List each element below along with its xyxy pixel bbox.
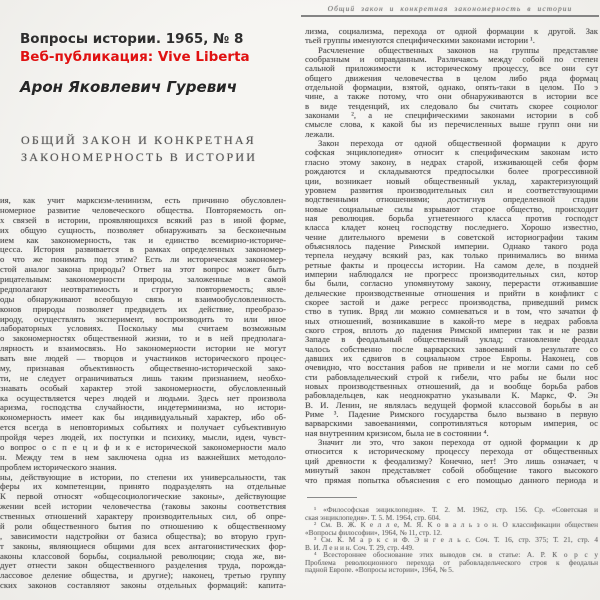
text-line: о что же понимать под этим? Есть ли историческая закономер- — [0, 254, 286, 265]
text-line: Расчленение общественных законов на группы представляе — [318, 44, 598, 55]
text-line: вать вне людей — творцов и участников исторического процес- — [0, 353, 286, 363]
text-line: о закономерностях общественной жизни, то и в ней предполага- — [0, 333, 286, 344]
text-line: ироду, осуществлять эксперимент, воспроизводить то или иное — [0, 313, 286, 324]
text-line: тьей группы именуются специфическими законами истории ¹. — [305, 35, 535, 46]
text-line: В. И. Л е н и н. Соч. Т. 29, стр. 449. — [305, 542, 414, 552]
text-line: цесса. История развивается в рамках определенных закономер- — [0, 244, 286, 255]
article-title-line-1: ОБЩИЙ ЗАКОН И КОНКРЕТНАЯ — [21, 133, 256, 147]
text-line: ская энциклопедия». Т. 5. М. 1964, стр. 604. — [305, 512, 441, 522]
text-line: ется всегда в неповторимых событиях и получает субъективную — [0, 422, 286, 433]
web-publication-credit: Веб-публикация: Vive Liberta — [20, 49, 250, 65]
text-line: терпела неудачу всякий раз, как только принимались во внима — [305, 250, 598, 261]
text-line: очевидно, что восстания рабов не привели и не могли сами по себ — [305, 362, 598, 373]
text-line: номерное развитие человеческого общества. Повторяемость оп- — [0, 204, 286, 215]
text-line: законами ², а не специфическими законами истории в соб — [305, 110, 598, 121]
text-line: сальной приложимости к историческому процессу, все они сут — [305, 63, 598, 74]
article-title-line-2: ЗАКОНОМЕРНОСТЬ В ИСТОРИИ — [21, 149, 258, 164]
text-line: ных отношений, возникавшие в какой-то мере в недрах рабовла — [305, 315, 598, 326]
header-rule — [301, 15, 599, 17]
text-line: бы были, согласно упомянутому закону, перерасти отживавшие — [305, 278, 598, 289]
text-line: ских законов составляют законы отдельных формаций: капита- — [0, 580, 286, 591]
text-line: дует отнести закон общественного разделения труда, порожда- — [0, 560, 286, 571]
text-line: аризма, господства случайности, индетерминизма, но истори- — [0, 402, 286, 413]
text-line: класса кладет конец господству последнего. Хорошо известно, — [305, 222, 598, 233]
paragraph — [305, 536, 598, 551]
text-line: конов природы позволяет предвидеть их действие, преобразо- — [0, 303, 286, 314]
text-line: отдельной формации, взятой, однако, опять-таки в целом. По э — [305, 82, 598, 93]
text-line: ство в тупик. Вряд ли можно сомневаться и в том, что зачатки ф — [305, 306, 598, 317]
text-line: ции, возникает новый общественный уклад, характеризующий — [305, 175, 598, 186]
text-line: общего движения человечества в целом либо ряда формац — [305, 72, 598, 83]
text-line: н. Между тем в нем заключена одна из важнейших методоло- — [0, 451, 286, 462]
text-line: ственных отношений характеру производительных сил, об опре- — [0, 511, 286, 521]
text-line: , зависимости надстройки от базиса общества); во вторую груп- — [0, 530, 286, 541]
text-line: лежали. — [305, 128, 335, 139]
text-line: падной Европе. «Вопросы истории», 1964, № 5. — [305, 565, 454, 574]
text-line: оды обнаруживают всеобщую связь и взаимообусловленность. — [0, 293, 286, 304]
text-line: что прямая попытка объяснения с его помощью данного периода и — [305, 474, 598, 485]
text-line: ны, действующие в истории, по степени их универсальности, так — [0, 471, 286, 482]
text-line: дельческие производственные отношения и прийти в конфликт с — [305, 287, 598, 298]
text-line: стой аналог закона природы? Ответ на этот вопрос может быть — [0, 264, 286, 275]
text-line: давших их сдвигов в социальном строе Европы. Наконец, сов — [305, 353, 598, 364]
text-line: Западе в феодальный общественный уклад; становление феодал — [305, 334, 598, 345]
text-line: ия, как учит марксизм-ленинизм, есть причинно обусловлен- — [0, 195, 286, 205]
text-line: чение длительного времени в советской историографии таким — [305, 231, 598, 242]
text-line: Проблема революционного перехода от рабовладельческого строя к феодальн — [305, 557, 598, 567]
text-line: К первой относят «общесоциологические законы», действующие — [0, 491, 286, 502]
text-line: новых производственных отношений, да и вообще борьба рабов — [305, 381, 598, 392]
text-line: Закон перехода от одной общественной формации к друго — [318, 138, 598, 149]
text-line: относится к историческому процессу перехода от общественных — [305, 446, 598, 457]
text-line: лабораторных условиях. Поскольку мы считаем возможным — [0, 323, 286, 334]
text-line: объяснялось падение Римской империи. Однако такого рода — [305, 240, 598, 251]
web-publication-header — [20, 30, 250, 66]
paragraph — [0, 473, 286, 592]
text-line: гласно этому закону, в недрах старой, изживающей себя форм — [305, 156, 598, 167]
text-line: кономерность имеет как бы индивидуальный характер, ибо об- — [0, 412, 286, 423]
text-line: знавать особый характер этой закономерности, обусловленный — [0, 382, 286, 393]
footnotes-block — [305, 506, 598, 574]
text-line: смысле слова, к какой бы из перечисленных выше групп они ни — [305, 119, 598, 130]
text-line: водственными отношениями; достигнув определенной стадии — [305, 194, 598, 205]
text-line: му, признавая объективность общественно-исторической зако- — [0, 362, 286, 373]
text-line: скорее застой и даже регресс производства, приведший римск — [305, 296, 598, 307]
text-line: минутый закон представляет собой обобщение такого высокого — [305, 465, 598, 476]
text-line: «Вопросы философии», 1964, № 11, стр. 12. — [305, 527, 442, 537]
text-line: рабовладельцев, как неоднократно указывали К. Маркс, Ф. Эн — [305, 390, 598, 401]
text-line: сообразным и оправданным. Различаясь между собой по степен — [305, 54, 598, 65]
text-line: ретные факты и процессы истории. На самом деле, в поздней — [305, 259, 598, 270]
text-line: пройдя через людей, их поступки и психику, мысли, идеи, чувст- — [0, 432, 286, 442]
text-line: чине, а также потому, что они обнаруживаются в истории все — [305, 91, 598, 102]
paragraph — [305, 46, 598, 139]
journal-reference: Вопросы истории. 1965, № 8 — [20, 31, 244, 47]
text-line: В. И. Ленин, не являлась ведущей формой классовой борьбы в ан — [305, 399, 598, 410]
text-line: в виде тенденций, их следовало бы считать скорее социолог — [305, 100, 598, 111]
text-line: их общую сущность, позволяет обнаруживать за бесконечным — [0, 224, 286, 235]
paragraph — [305, 139, 598, 438]
text-line: софская энциклопедия» относит к специфическим законам исто — [305, 147, 598, 158]
text-line: ная внутренним кризисом, была не в состоянии ⁴. — [305, 427, 489, 438]
paragraph — [305, 438, 598, 485]
text-line: новые социальные силы взрывают старое общество, происходит — [305, 203, 598, 214]
text-line: ⁴ Всестороннее обоснование этих выводов см. в статье: А. Р. К о р с у — [314, 550, 598, 559]
text-line: феры их компетенции, принято подразделять на отдельные — [0, 481, 286, 492]
left-page-body-text — [0, 196, 286, 591]
text-line: ² См. В. Ж. К е л л е, М. Я. К о в а л ь з о н. О классификации обществен — [314, 520, 598, 529]
text-line: Риме ³. Падение Римского государства было вызвано в первую — [305, 409, 598, 420]
paragraph — [0, 196, 286, 473]
text-line: уровнем развития производительных сил и соответствующими — [305, 184, 598, 195]
text-line: Значит ли это, что закон перехода от одной формации к др — [318, 437, 598, 448]
text-line: лассовое деление общества, и другие); наконец, третью группу — [0, 570, 286, 581]
paragraph — [305, 506, 598, 521]
text-line: жении всей истории человечества (таковы законы соответствия — [0, 501, 286, 512]
article-title — [21, 132, 257, 165]
text-line: ций древности к феодализму? Конечно, нет! Это лишь означает, ч — [305, 455, 598, 466]
text-line: лизма, социализма, перехода от одной формации к другой. Зак — [305, 26, 598, 36]
text-line: х связей в истории, проявляющихся всякий раз в иной форме, — [0, 214, 286, 225]
text-line: т законы, являющиеся общими для всех антагонистических фор- — [0, 540, 286, 551]
text-line: лярность и взаимосвязь. Но закономерности истории не могут — [0, 343, 286, 354]
text-line: империи наблюдался не прогресс производительных сил, котор — [305, 268, 598, 279]
text-line: редполагают неотвратимость и строгую повторяемость; явле- — [0, 283, 286, 294]
text-line: чалось собственно после варварских завоеваний в результате со — [305, 343, 598, 354]
text-line: варварскими завоеваниями, сопротивляться которым империя, ос — [305, 418, 598, 429]
text-line: ского строя, вплоть до падения Римской империи так и не разви — [305, 325, 598, 335]
running-header: Общий закон и конкретная закономерность в истории — [327, 4, 573, 13]
text-line: ная революция. борьба угнетенного класса против господст — [305, 212, 598, 223]
text-line: ка осуществляется через людей и людьми. Здесь нет произвола — [0, 392, 286, 403]
right-page-body-text — [305, 27, 598, 485]
text-line: о вопрос о с п е ц и ф и к е исторической закономерности мало — [0, 441, 286, 452]
text-line: рождаются и складываются предпосылки более прогрессивной — [305, 166, 598, 177]
text-line: ³ См. К. М а р к с и Ф. Э н г е л ь с. Соч. Т. 16, стр. 375; Т. 21, стр. 4 — [314, 535, 598, 544]
text-line: й роли общественного бытия по отношению к общественному — [0, 520, 286, 531]
author-name: Арон Яковлевич Гуревич — [20, 78, 237, 96]
paragraph — [305, 551, 598, 574]
text-line: ием как закономерность, так и единство всемирно-историче- — [0, 234, 286, 245]
paragraph — [305, 521, 598, 536]
text-line: проблем исторического знания. — [0, 461, 117, 472]
text-line: ¹ «Философская энциклопедия». Т. 2. М. 1962, стр. 156. Ср. «Советская и — [314, 505, 598, 514]
paragraph — [305, 27, 598, 46]
text-line: аконы классовой борьбы, социальной революции; сюда же, ви- — [0, 550, 286, 561]
footnote-separator-rule — [307, 497, 357, 498]
text-line: ти, не следует ограничиваться лишь таким признанием, необхо- — [0, 372, 286, 383]
text-line: сти рабовладельческий строй к гибели, что рабы не были нос — [305, 371, 598, 382]
text-line: рицательным: закономерности природы, заложенные в самой — [0, 274, 286, 284]
